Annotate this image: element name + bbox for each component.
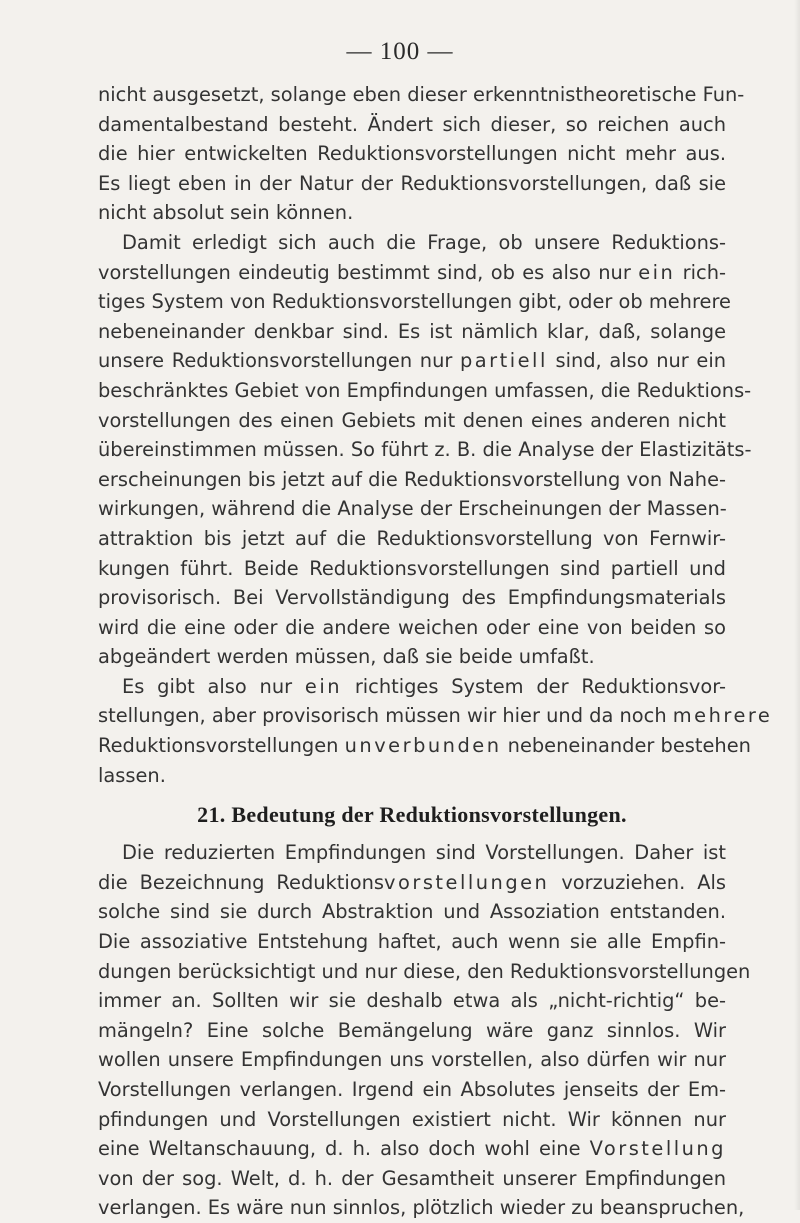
text-line: Es liegt eben in der Natur der Reduktionsvorstellungen, daß sie	[98, 171, 726, 195]
text-line: wollen unsere Empfindungen uns vorstellen, also dürfen wir nur	[98, 1048, 726, 1072]
text-line: dungen berücksichtigt und nur diese, den Reduktionsvorstellungen	[98, 959, 751, 983]
text-line: provisorisch. Bei Vervollständigung des Empfindungsmaterials	[98, 586, 726, 610]
text-segment: unsere Reduktionsvorstellungen nur	[98, 349, 453, 373]
text-line: wirkungen, während die Analyse der Erscheinungen der Massen-	[98, 497, 727, 521]
paragraph-4	[98, 838, 751, 1223]
paragraph-1	[98, 80, 745, 228]
body-text	[98, 80, 773, 1223]
text-line: vorstellungen des einen Gebiets mit denen eines anderen nicht	[98, 408, 726, 432]
emphasis-text: Vorstellung	[589, 1137, 726, 1161]
text-line: Vorstellungen verlangen. Irgend ein Absolutes jenseits der Em-	[98, 1078, 726, 1101]
emphasis-text: mehrere	[672, 704, 773, 728]
text-line: nebeneinander denkbar sind. Es ist nämlich klar, daß, solange	[98, 319, 726, 343]
text-line: beschränktes Gebiet von Empfindungen umfassen, die Reduktions-	[98, 378, 752, 402]
emphasis-text: partiell	[459, 349, 548, 373]
emphasis-text: vorstellungen	[384, 870, 550, 894]
text-line: übereinstimmen müssen. So führt z. B. die Analyse der Elastizitäts-	[98, 438, 752, 462]
text-segment: nebeneinander bestehen	[507, 734, 751, 758]
text-line: lassen.	[98, 763, 166, 787]
paragraph-3	[98, 672, 773, 790]
text-segment: Es gibt also nur	[122, 674, 293, 698]
section-heading: 21. Bedeutung der Reduktionsvorstellungen.	[197, 802, 627, 828]
page-number: — 100 —	[346, 38, 454, 65]
text-line: Damit erledigt sich auch die Frage, ob unsere Reduktions-	[122, 230, 726, 254]
text-segment: vorstellungen eindeutig bestimmt sind, ob es also nur	[98, 260, 631, 284]
text-line: Die reduzierten Empfindungen sind Vorstellungen. Daher ist	[122, 841, 726, 865]
text-segment: vorzuziehen. Als	[561, 870, 726, 894]
text-segment: eine Weltanschauung, d. h. also doch wohl eine	[98, 1137, 581, 1161]
text-line: damentalbestand besteht. Ändert sich dieser, so reichen auch	[98, 112, 726, 136]
paragraph-2	[98, 228, 752, 672]
text-line	[98, 258, 726, 288]
page-edge-shadow	[794, 0, 800, 1210]
text-line: pfindungen und Vorstellungen existiert nicht. Wir können nur	[98, 1107, 726, 1131]
text-line	[98, 672, 726, 702]
text-segment: die Bezeichnung Reduktions	[98, 870, 385, 894]
text-line	[98, 346, 726, 376]
text-line: die hier entwickelten Reduktionsvorstellungen nicht mehr aus.	[98, 142, 726, 166]
text-segment: Reduktionsvorstellungen	[98, 734, 339, 758]
text-segment: sind, also nur ein	[555, 349, 726, 373]
text-line: attraktion bis jetzt auf die Reduktionsvorstellung von Fernwir-	[98, 526, 726, 550]
text-line	[98, 731, 751, 761]
text-line: nicht ausgesetzt, solange eben dieser erkenntnistheoretische Fun-	[98, 83, 745, 106]
text-segment: stellungen, aber provisorisch müssen wir hier und da noch	[98, 704, 667, 728]
text-segment: richtiges System der Reduktionsvor-	[354, 674, 726, 698]
emphasis-text: ein	[638, 260, 676, 284]
text-line: mängeln? Eine solche Bemängelung wäre ganz sinnlos. Wir	[98, 1018, 726, 1042]
text-line: Die assoziative Entstehung haftet, auch wenn sie alle Empfin-	[98, 930, 726, 954]
text-line	[98, 868, 726, 898]
text-line: kungen führt. Beide Reduktionsvorstellungen sind partiell und	[98, 556, 726, 580]
text-line: solche sind sie durch Abstraktion und Assoziation entstanden.	[98, 900, 726, 924]
emphasis-text: ein	[304, 674, 343, 698]
text-line: verlangen. Es wäre nun sinnlos, plötzlich wieder zu beanspruchen,	[98, 1196, 745, 1220]
text-line: erscheinungen bis jetzt auf die Reduktionsvorstellung von Nahe-	[98, 467, 726, 491]
text-line	[98, 701, 773, 731]
emphasis-text: unverbunden	[344, 734, 502, 758]
text-line	[98, 1134, 726, 1164]
text-line: abgeändert werden müssen, daß sie beide umfaßt.	[98, 645, 595, 669]
text-line: immer an. Sollten wir sie deshalb etwa als „nicht-richtig“ be-	[98, 989, 726, 1013]
text-segment: rich-	[682, 260, 726, 284]
text-line: von der sog. Welt, d. h. der Gesamtheit unserer Empfindungen	[98, 1166, 726, 1190]
text-line: nicht absolut sein können.	[98, 201, 354, 225]
text-line: wird die eine oder die andere weichen oder eine von beiden so	[98, 615, 726, 639]
text-line: tiges System von Reduktionsvorstellungen gibt, oder ob mehrere	[98, 290, 731, 314]
